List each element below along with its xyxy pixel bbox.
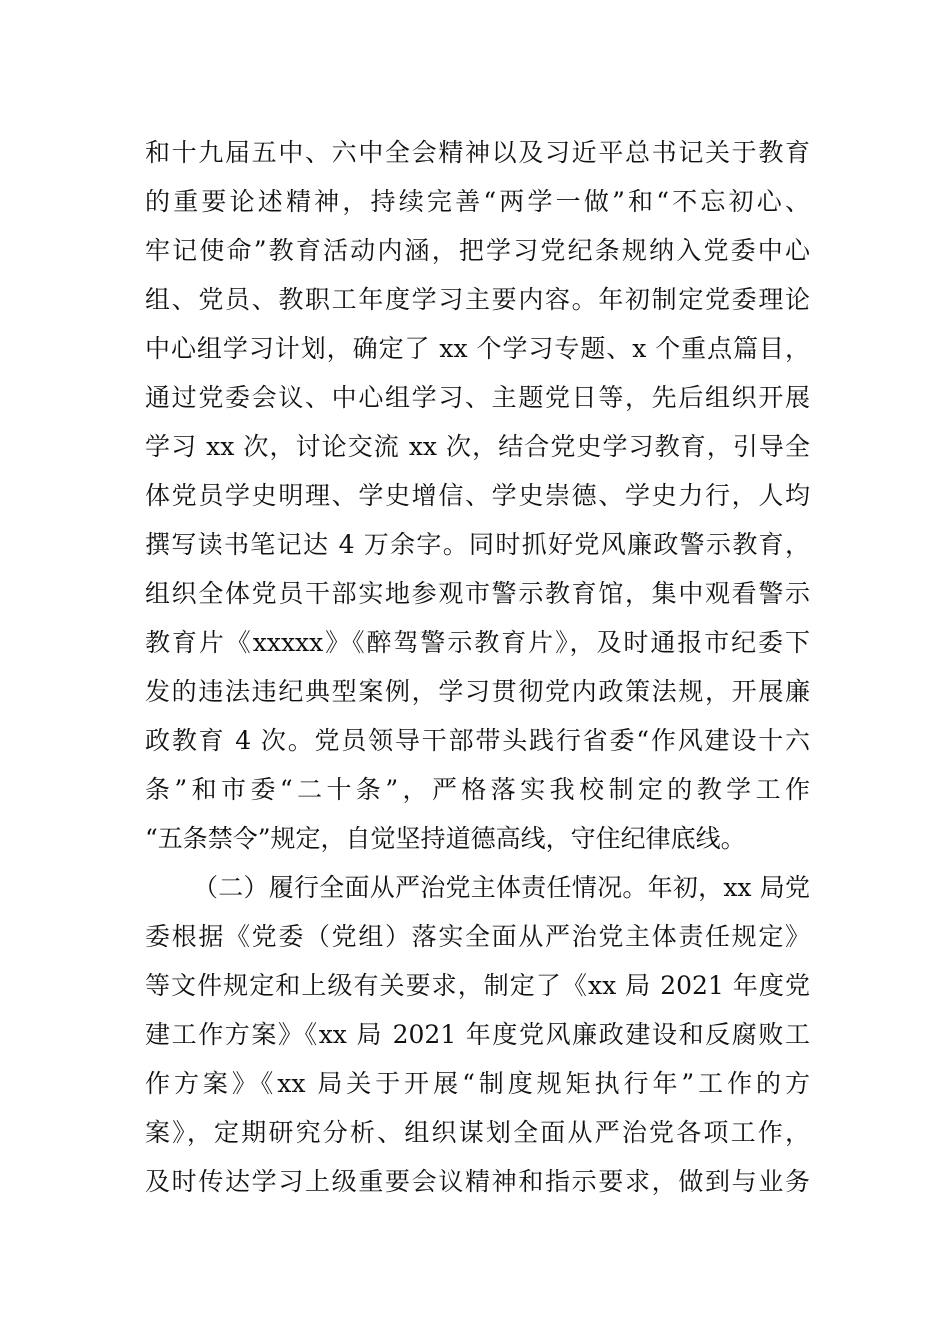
body-line: 及时传达学习上级重要会议精神和指示要求，做到与业务 <box>145 1167 810 1196</box>
body-line: 委根据《党委（党组）落实全面从严治党主体责任规定》 <box>145 922 810 951</box>
document-body <box>145 128 810 1206</box>
paragraph-end-line: “五条禁令”规定，自觉坚持道德高线，守住纪律底线。 <box>145 824 746 853</box>
body-line: 牢记使命”教育活动内涵，把学习党纪条规纳入党委中心 <box>145 236 810 265</box>
body-line: 案》，定期研究分析、组织谋划全面从严治党各项工作， <box>145 1118 810 1147</box>
body-line: 等文件规定和上级有关要求，制定了《xx 局 2021 年度党 <box>145 971 810 1000</box>
body-line: 条”和市委“二十条”，严格落实我校制定的教学工作 <box>145 775 810 804</box>
body-line: 建工作方案》《xx 局 2021 年度党风廉政建设和反腐败工 <box>145 1020 810 1049</box>
body-line: 和十九届五中、六中全会精神以及习近平总书记关于教育 <box>145 138 810 167</box>
body-line: 学习 xx 次，讨论交流 xx 次，结合党史学习教育，引导全 <box>145 432 810 461</box>
body-line: 组织全体党员干部实地参观市警示教育馆，集中观看警示 <box>145 579 810 608</box>
body-line: 体党员学史明理、学史增信、学史崇德、学史力行，人均 <box>145 481 810 510</box>
body-line: 教育片《xxxxx》《醉驾警示教育片》，及时通报市纪委下 <box>145 628 810 657</box>
body-line: 作方案》《xx 局关于开展“制度规矩执行年”工作的方 <box>145 1069 810 1098</box>
body-line: 政教育 4 次。党员领导干部带头践行省委“作风建设十六 <box>145 726 810 755</box>
body-line: 的重要论述精神，持续完善“两学一做”和“不忘初心、 <box>145 187 810 216</box>
body-line: 组、党员、教职工年度学习主要内容。年初制定党委理论 <box>145 285 810 314</box>
body-line: 撰写读书笔记达 4 万余字。同时抓好党风廉政警示教育， <box>145 530 810 559</box>
section-heading-line: （二）履行全面从严治党主体责任情况。年初，xx 局党 <box>193 873 810 902</box>
body-line: 通过党委会议、中心组学习、主题党日等，先后组织开展 <box>145 383 810 412</box>
body-line: 发的违法违纪典型案例，学习贯彻党内政策法规，开展廉 <box>145 677 810 706</box>
body-line: 中心组学习计划，确定了 xx 个学习专题、x 个重点篇目， <box>145 334 810 363</box>
